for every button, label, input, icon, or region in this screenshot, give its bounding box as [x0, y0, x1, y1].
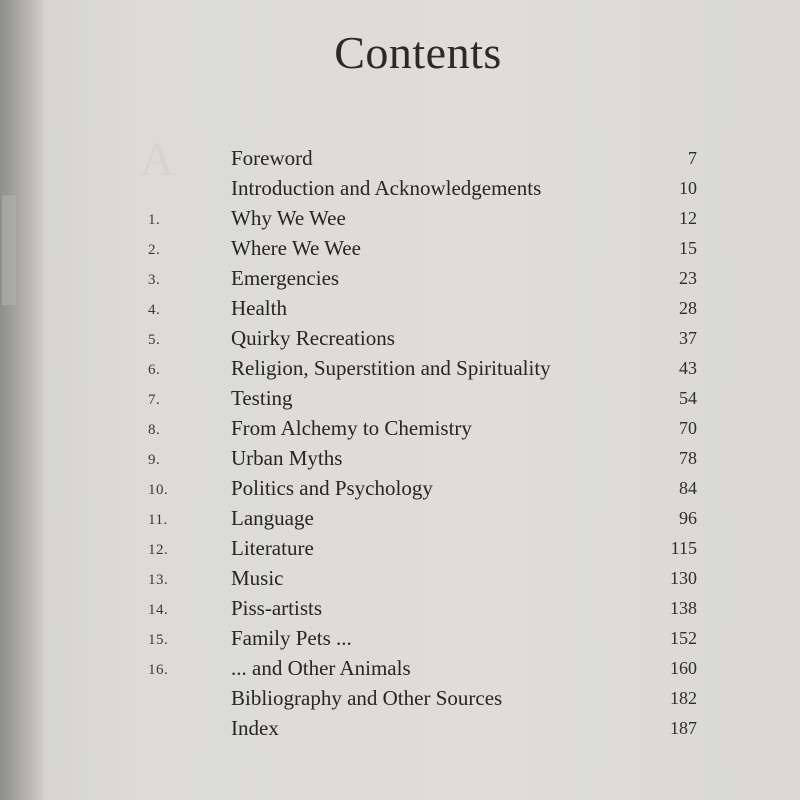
- toc-entry: [0, 596, 800, 626]
- page-number: 7: [688, 148, 697, 168]
- page-number: 130: [670, 568, 697, 588]
- page-number: 138: [670, 598, 697, 618]
- page-number: 115: [670, 538, 697, 558]
- chapter-number: 7.: [148, 392, 161, 408]
- chapter-title: Health: [231, 296, 287, 320]
- toc-entry: [0, 656, 800, 686]
- chapter-title: Foreword: [231, 146, 313, 170]
- page-number: 84: [679, 478, 697, 498]
- svg-text:A: A: [140, 133, 175, 186]
- toc-entry: [0, 386, 800, 416]
- toc-entry: [0, 326, 800, 356]
- page-number: 182: [670, 688, 697, 708]
- page-number: 23: [679, 268, 697, 288]
- page-number: 43: [679, 358, 697, 378]
- chapter-title: Index: [231, 716, 279, 740]
- toc-entry: [0, 356, 800, 386]
- chapter-title: ... and Other Animals: [231, 656, 411, 680]
- page-number: 15: [679, 238, 697, 258]
- chapter-title: Literature: [231, 536, 314, 560]
- chapter-title: From Alchemy to Chemistry: [231, 416, 472, 440]
- toc-entry: [0, 146, 800, 176]
- chapter-number: 13.: [148, 572, 169, 588]
- toc-entry: [0, 266, 800, 296]
- toc-entry: [0, 296, 800, 326]
- chapter-title: Where We Wee: [231, 236, 361, 260]
- chapter-title: Testing: [231, 386, 293, 410]
- chapter-title: Introduction and Acknowledgements: [231, 176, 542, 200]
- chapter-number: 2.: [148, 242, 161, 258]
- toc-entry: [0, 536, 800, 566]
- chapter-title: Politics and Psychology: [231, 476, 433, 500]
- chapter-title: Religion, Superstition and Spirituality: [231, 356, 551, 380]
- toc-entry: [0, 176, 800, 206]
- chapter-title: Language: [231, 506, 314, 530]
- chapter-number: 15.: [148, 632, 169, 648]
- chapter-number: 4.: [148, 302, 161, 318]
- toc-entry: [0, 416, 800, 446]
- chapter-title: Music: [231, 566, 284, 590]
- chapter-title: Emergencies: [231, 266, 340, 290]
- page-number: 28: [679, 298, 697, 318]
- toc-entry: [0, 626, 800, 656]
- toc-entry: [0, 206, 800, 236]
- page-number: 70: [679, 418, 697, 438]
- chapter-number: 1.: [148, 212, 161, 228]
- chapter-number: 14.: [148, 602, 169, 618]
- chapter-number: 12.: [148, 542, 169, 558]
- chapter-number: 5.: [148, 332, 161, 348]
- page-number: 187: [670, 718, 697, 738]
- chapter-number: 9.: [148, 452, 161, 468]
- toc-entry: [0, 446, 800, 476]
- page-number: 152: [670, 628, 697, 648]
- chapter-number: 3.: [148, 272, 161, 288]
- page-number: 160: [670, 658, 697, 678]
- toc-entry: [0, 716, 800, 746]
- chapter-title: Urban Myths: [231, 446, 343, 470]
- toc-entry: [0, 506, 800, 536]
- toc-entry: [0, 686, 800, 716]
- chapter-number: 8.: [148, 422, 161, 438]
- page-number: 10: [679, 178, 697, 198]
- toc-entry: [0, 566, 800, 596]
- chapter-title: Family Pets ...: [231, 626, 352, 650]
- chapter-number: 11.: [148, 512, 168, 528]
- page-number: 78: [679, 448, 697, 468]
- chapter-title: Why We Wee: [231, 206, 346, 230]
- toc-entry: [0, 476, 800, 506]
- chapter-title: Quirky Recreations: [231, 326, 395, 350]
- chapter-title: Bibliography and Other Sources: [231, 686, 503, 710]
- chapter-number: 16.: [148, 662, 169, 678]
- toc-entry: [0, 236, 800, 266]
- page-title: Contents: [334, 27, 502, 78]
- chapter-number: 10.: [148, 482, 169, 498]
- chapter-number: 6.: [148, 362, 161, 378]
- page-number: 96: [679, 508, 697, 528]
- page-number: 37: [679, 328, 697, 348]
- page-number: 54: [679, 388, 697, 408]
- chapter-title: Piss-artists: [231, 596, 323, 620]
- page-number: 12: [679, 208, 697, 228]
